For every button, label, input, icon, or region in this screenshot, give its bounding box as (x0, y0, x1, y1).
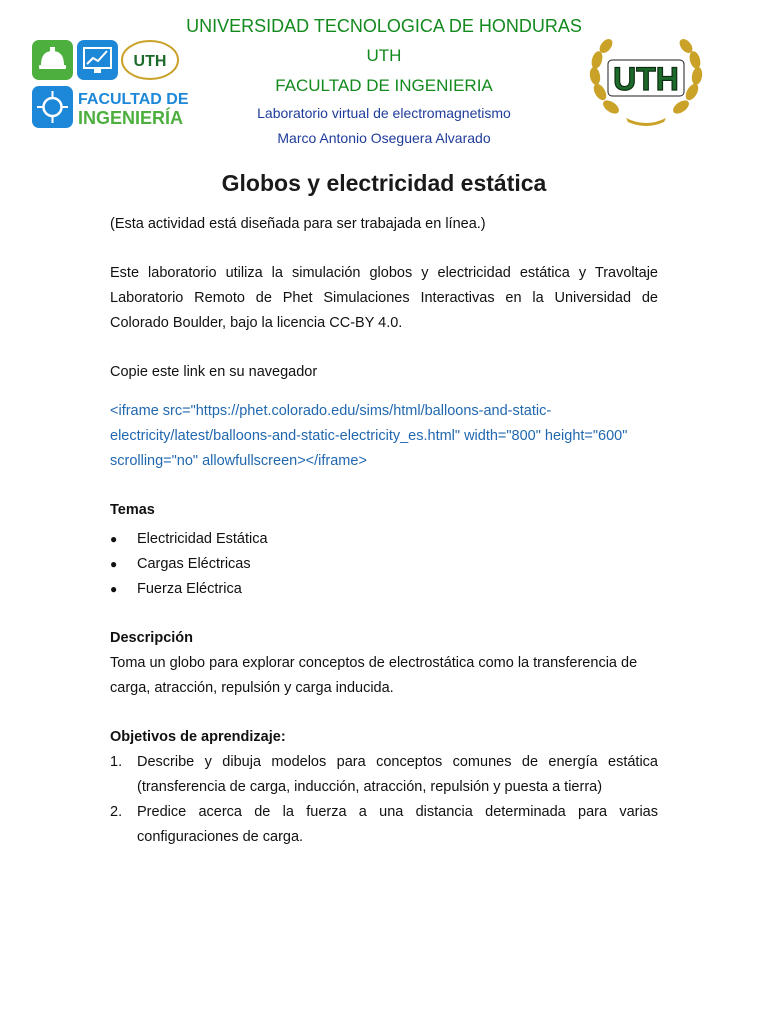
facultad-de-text: FACULTAD DE (78, 91, 189, 108)
bullet-icon: ● (110, 532, 118, 546)
list-item (110, 577, 658, 602)
topic-text: Fuerza Eléctrica (137, 581, 242, 597)
university-short: UTH (366, 46, 402, 65)
document-body (110, 212, 658, 850)
list-item (110, 527, 658, 552)
objective-text: Predice acerca de la fuerza a una distancia determinada para varias configuraciones de carga. (137, 804, 658, 845)
lab-name: Laboratorio virtual de electromagnetismo (257, 105, 511, 121)
university-name: UNIVERSIDAD TECNOLOGICA DE HONDURAS (186, 16, 582, 36)
description-text: Toma un globo para explorar conceptos de electrostática como la transferencia de carga, atracción, repulsión y carga inducida. (110, 655, 638, 696)
objectives-list (110, 750, 658, 850)
faculty-logo (32, 38, 194, 130)
page-title: Globos y electricidad estática (221, 170, 547, 196)
copy-instruction: Copie este link en su navegador (110, 364, 318, 380)
topic-text: Electricidad Estática (137, 531, 268, 547)
objective-number: 1. (110, 754, 123, 770)
author-name: Marco Antonio Oseguera Alvarado (277, 130, 491, 146)
uth-logo-text: UTH (613, 61, 679, 97)
list-item (110, 750, 658, 800)
ingenieria-text: INGENIERÍA (78, 108, 184, 128)
bullet-icon: ● (110, 582, 118, 596)
uth-badge-text: UTH (133, 53, 167, 70)
lab-description: Este laboratorio utiliza la simulación globos y electricidad estática y Travoltaje Laboratorio Remoto de Phet Simulaciones Interactivas en la Universidad de Colorado Boulder, bajo la licencia CC-BY 4.0. (110, 265, 658, 331)
faculty-name: FACULTAD DE INGENIERIA (275, 76, 493, 95)
topic-text: Cargas Eléctricas (137, 556, 251, 572)
description-heading: Descripción (110, 630, 193, 646)
topics-list (110, 527, 658, 602)
topics-heading: Temas (110, 502, 155, 518)
intro-note: (Esta actividad está diseñada para ser trabajada en línea.) (110, 216, 486, 232)
objective-text: Describe y dibuja modelos para conceptos comunes de energía estática (transferencia de carga, inducción, atracción, repulsión y puesta a tierra) (137, 754, 658, 795)
list-item (110, 800, 658, 850)
objectives-heading: Objetivos de aprendizaje: (110, 729, 286, 745)
uth-badge-icon (122, 41, 178, 79)
circuit-icon (32, 86, 73, 128)
objective-number: 2. (110, 804, 123, 820)
list-item (110, 552, 658, 577)
helmet-icon (32, 40, 73, 80)
bullet-icon: ● (110, 557, 118, 571)
uth-laurel-logo (586, 32, 706, 128)
chart-icon (77, 40, 118, 80)
iframe-link[interactable]: <iframe src="https://phet.colorado.edu/sims/html/balloons-and-static-electricity/latest/balloons-and-static-electricity_es.html" width="800" height="600" scrolling="no" allowfullscreen></iframe> (110, 403, 628, 469)
